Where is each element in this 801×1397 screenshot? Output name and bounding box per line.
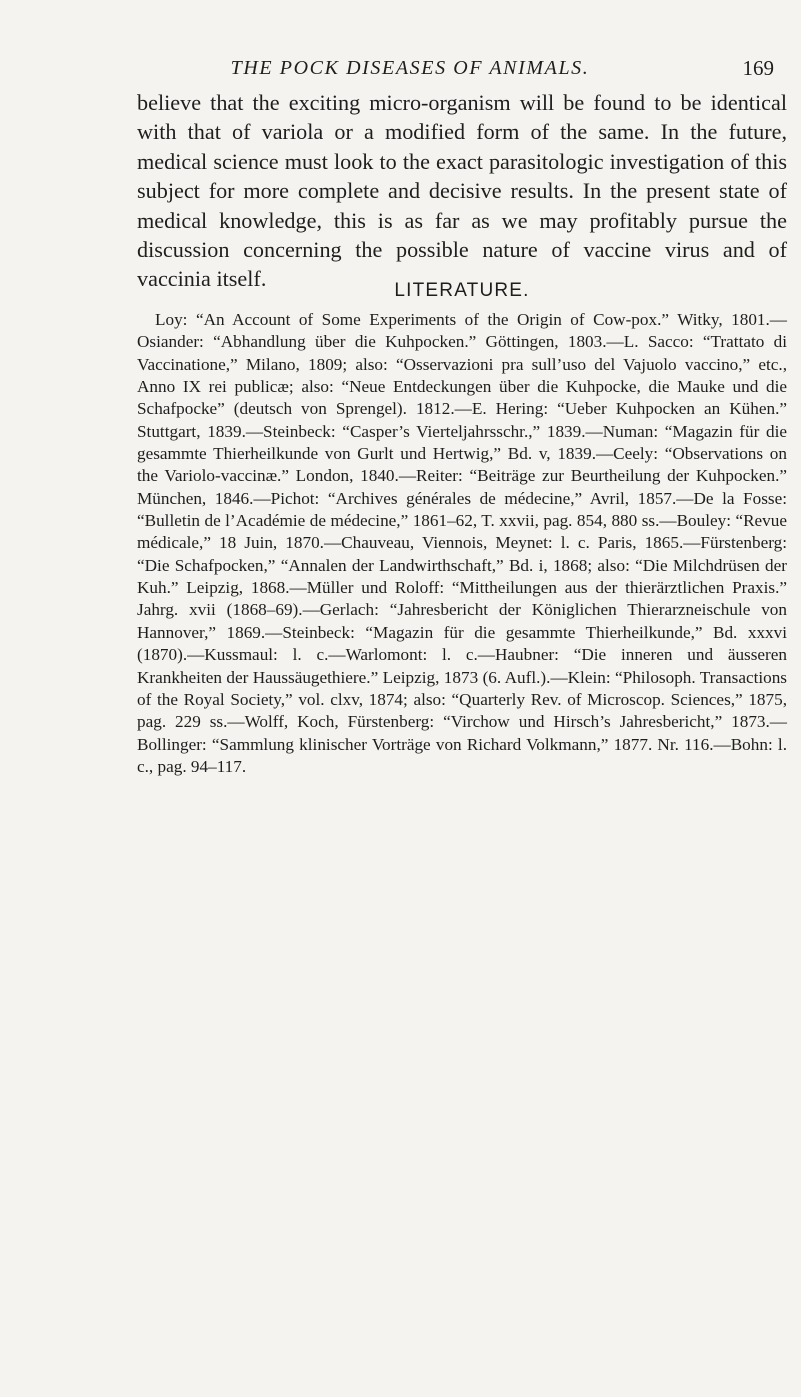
literature-heading: LITERATURE. — [394, 280, 530, 301]
page-number: 169 — [742, 56, 774, 80]
literature-references: Loy: “An Account of Some Experiments of the Origin of Cow-pox.” Witky, 1801.—Osiander: “Abhandlung über die Kuhpocken.” Göttingen, 1803.—L. Sacco: “Trattato di Vaccinatione,” Milano, 1809; also: “Osservazioni pra sull’uso del Vajuolo vaccino,” etc., Anno IX rei publicæ; also: “Neue Entdeckungen über die Kuhpocke, die Mauke und die Schafpocke” (deutsch von Sprengel). 1812.—E. Hering: “Ueber Kuhpocken an Kühen.” Stuttgart, 1839.—Steinbeck: “Casper’s Vierteljahrsschr.,” 1839.—Numan: “Magazin für die gesammte Thierheilkunde von Gurlt und Hertwig,” Bd. v, 1839.—Ceely: “Observations on the Variolo-vaccinæ.” London, 1840.—Reiter: “Beiträge zur Beurtheilung der Kuhpocken.” München, 1846.—Pichot: “Archives générales de médecine,” Avril, 1857.—De la Fosse: “Bulletin de l’Académie de médecine,” 1861–62, T. xxvii, pag. 854, 880 ss.—Bouley: “Revue médicale,” 18 Juin, 1870.—Chauveau, Viennois, Meynet: l. c. Paris, 1865.—Fürstenberg: “Die Schafpocken,” “Annalen der Landwirthschaft,” Bd. i, 1868; also: “Die Milchdrüsen der Kuh.” Leipzig, 1868.—Müller und Roloff: “Mittheilungen aus der thierärztlichen Praxis.” Jahrg. xvii (1868–69).—Gerlach: “Jahresbericht der Königlichen Thierarzneischule von Hannover,” 1869.—Steinbeck: “Magazin für die gesammte Thierheilkunde,” Bd. xxxvi (1870).—Kussmaul: l. c.—Warlomont: l. c.—Haubner: “Die inneren und äusseren Krankheiten der Haussäugethiere.” Leipzig, 1873 (6. Aufl.).—Klein: “Philosoph. Transactions of the Royal Society,” vol. clxv, 1874; also: “Quarterly Rev. of Microscop. Sciences,” 1875, pag. 229 ss.—Wolff, Koch, Fürstenberg: “Virchow und Hirsch’s Jahresbericht,” 1873.—Bollinger: “Sammlung klinischer Vorträge von Richard Volkmann,” 1877. Nr. 116.—Bohn: l. c., pag. 94–117. — [137, 310, 787, 776]
running-header — [130, 53, 780, 83]
running-title: THE POCK DISEASES OF ANIMALS. — [230, 57, 590, 79]
body-paragraph: believe that the exciting micro-organism will be found to be identical with that of variola or a modified form of the same. In the future, medical science must look to the exact parasitologic investigation of this subject for more complete and decisive results. In the present state of medical knowledge, this is as far as we may profitably pursue the discussion concerning the possible nature of vaccine virus and of vaccinia itself. — [137, 90, 787, 292]
